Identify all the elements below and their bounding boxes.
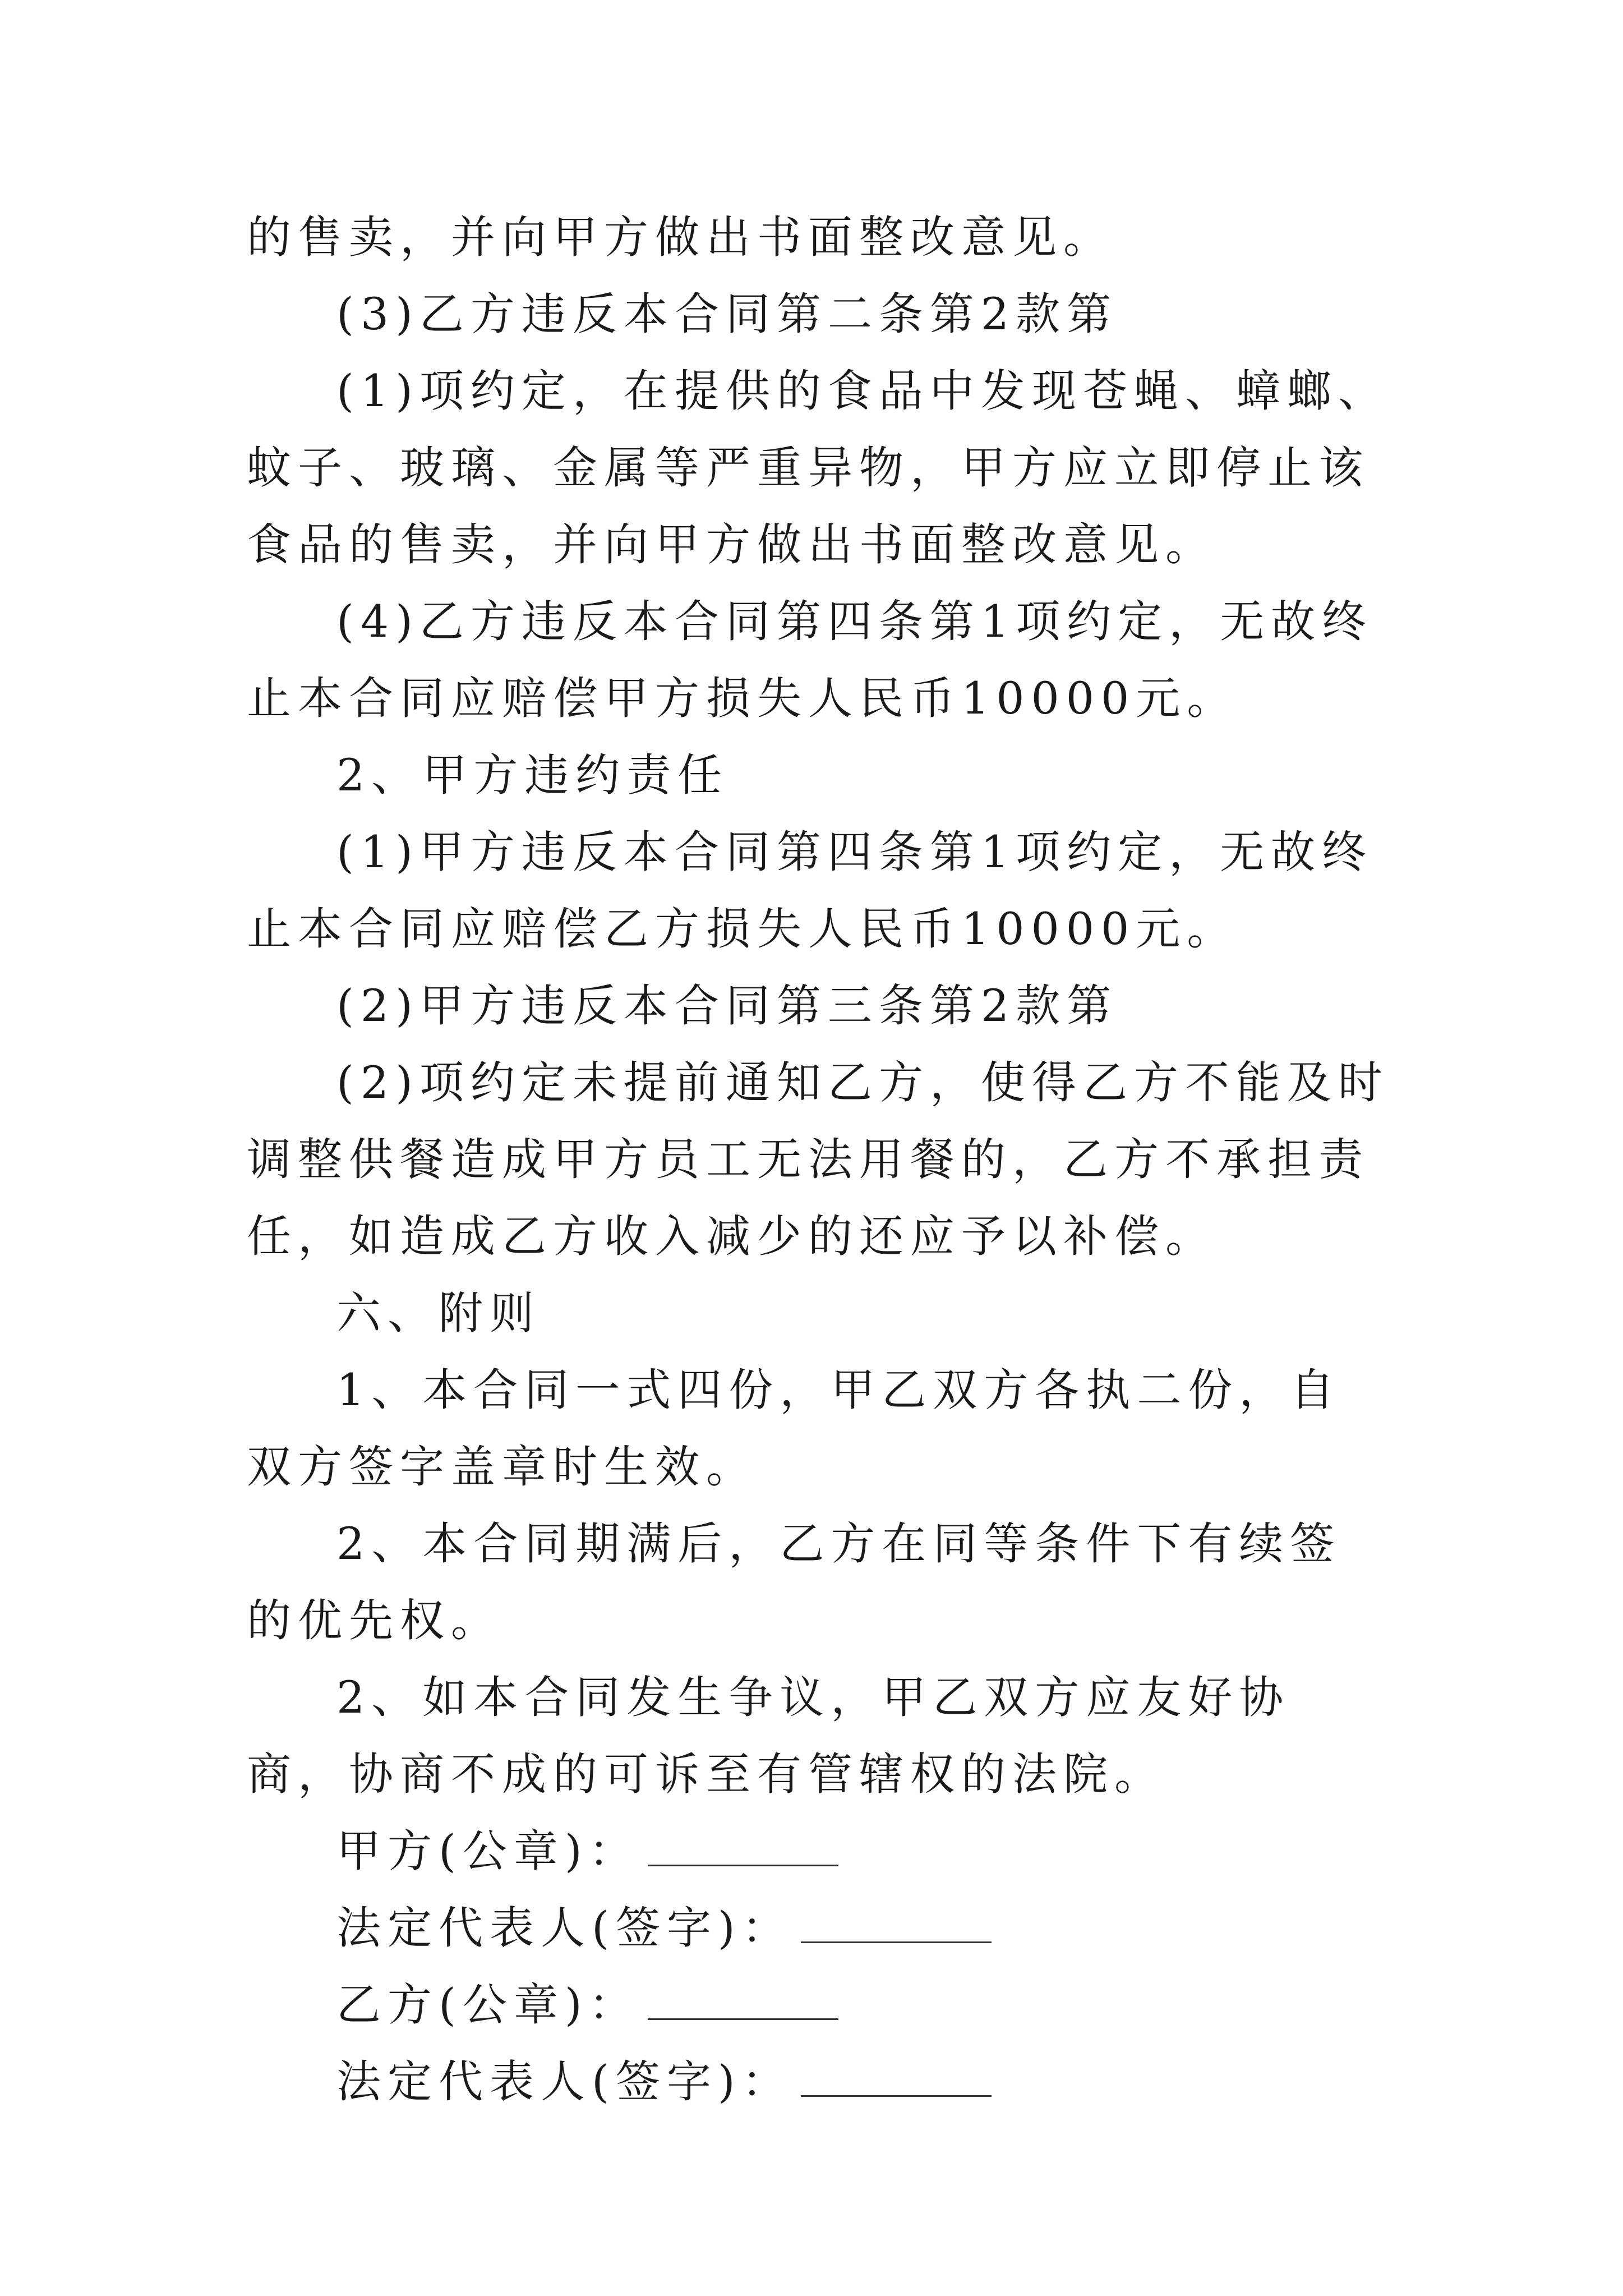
paragraph: 2、本合同期满后，乙方在同等条件下有续签的优先权。 [247,1518,1341,1646]
signature-label: 乙方(公章)： [336,1979,640,2031]
signature-party-a-representative [247,1890,1391,1967]
paragraph: (2)项约定未提前通知乙方，使得乙方不能及时调整供餐造成甲方员工无法用餐的，乙方不承担责任，如造成乙方收入减少的还应予以补偿。 [247,1057,1389,1262]
document-body [247,199,1391,2120]
paragraph: 1、本合同一式四份，甲乙双方各执二份，自双方签字盖章时生效。 [247,1364,1341,1493]
signature-label: 甲方(公章)： [336,1825,640,1877]
paragraph: 的售卖，并向甲方做出书面整改意见。 [247,211,1114,263]
paragraph: (3)乙方违反本合同第二条第2款第 [336,288,1118,340]
signature-blank-line[interactable] [648,2016,838,2020]
section-heading: 六、附则 [336,1287,541,1339]
signature-label: 法定代表人(签字)： [336,1902,793,1954]
section-heading: 2、甲方违约责任 [336,749,729,801]
paragraph: (2)甲方违反本合同第三条第2款第 [336,980,1118,1032]
signature-party-a-seal [247,1813,1391,1890]
signature-party-b-representative [247,2044,1391,2120]
signature-label: 法定代表人(签字)： [336,2056,793,2108]
paragraph: 2、如本合同发生争议，甲乙双方应友好协商，协商不成的可诉至有管辖权的法院。 [247,1672,1290,1800]
paragraph: (1)项约定，在提供的食品中发现苍蝇、蟑螂、蚊子、玻璃、金属等严重异物，甲方应立即停止该食品的售卖，并向甲方做出书面整改意见。 [247,365,1389,570]
paragraph: (1)甲方违反本合同第四条第1项约定，无故终止本合同应赔偿乙方损失人民币10000元。 [247,826,1373,955]
signature-blank-line[interactable] [648,1862,838,1866]
paragraph: (4)乙方违反本合同第四条第1项约定，无故终止本合同应赔偿甲方损失人民币10000元。 [247,596,1373,724]
signature-blank-line[interactable] [801,1939,992,1943]
signature-blank-line[interactable] [801,2093,992,2097]
signature-party-b-seal [247,1967,1391,2044]
